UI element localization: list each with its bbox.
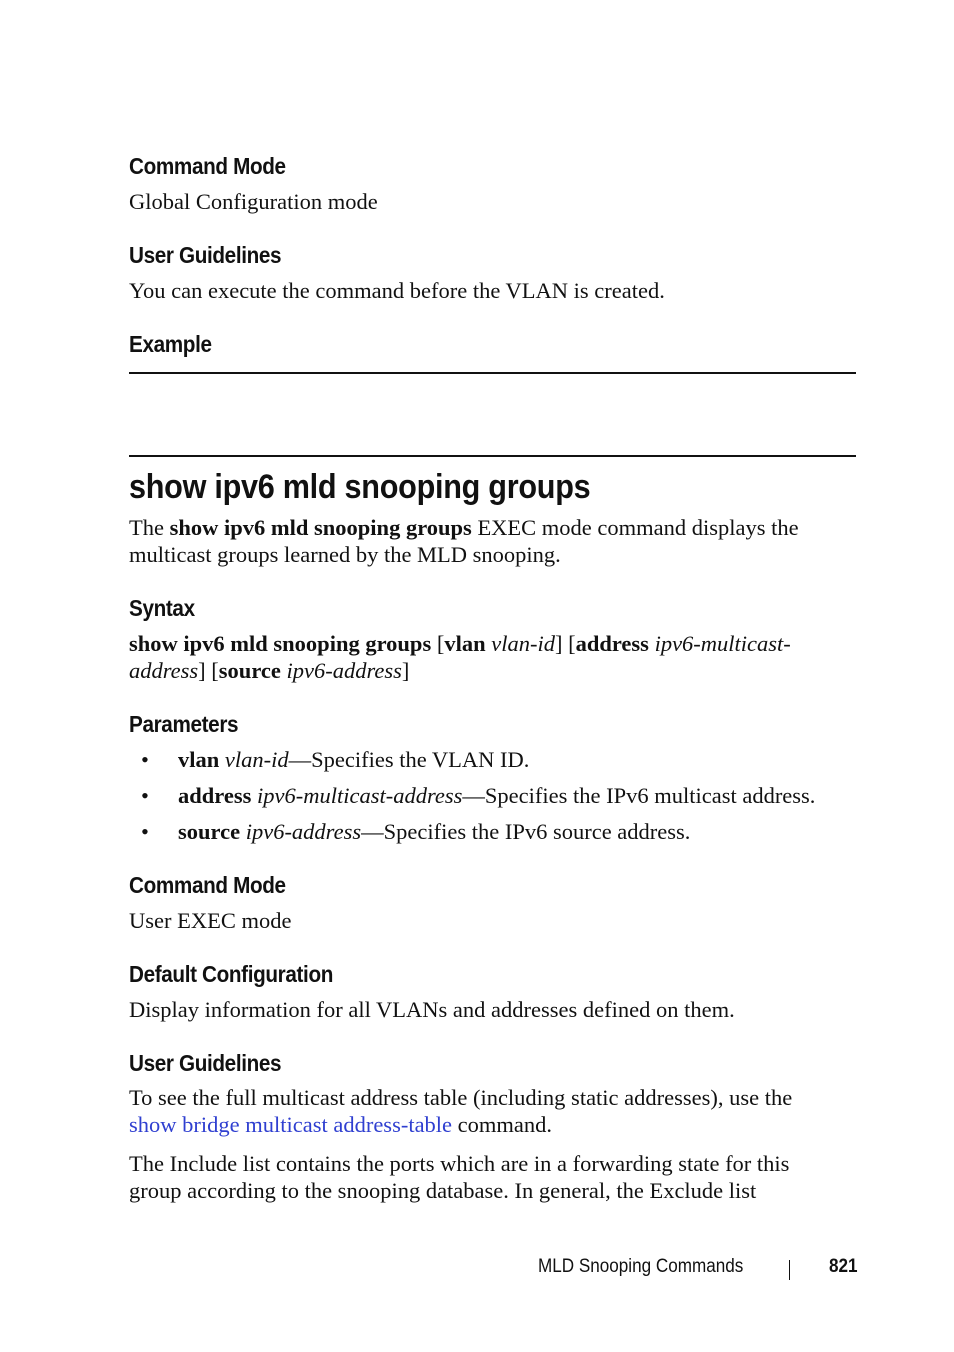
heading-user-guidelines: User Guidelines — [129, 1050, 282, 1076]
example-rule — [129, 372, 856, 374]
param-kw: address — [178, 783, 252, 808]
syntax-arg-vlan: vlan-id — [485, 631, 555, 656]
intro-suffix: EXEC mode command displays the — [471, 515, 799, 540]
heading-command-mode: Command Mode — [129, 872, 286, 898]
user-guidelines-p1-after: command. — [452, 1112, 553, 1137]
syntax-arg-address-cont: address — [129, 658, 199, 683]
heading-user-guidelines: User Guidelines — [129, 242, 282, 268]
syntax-arg-source: ipv6-address — [280, 658, 402, 683]
param-address — [178, 782, 815, 809]
user-guidelines-p2-line2: group according to the snooping database. In general, the Exclude list — [129, 1178, 757, 1203]
heading-parameters: Parameters — [129, 711, 239, 737]
command-mode-text: User EXEC mode — [129, 908, 292, 933]
footer-separator — [789, 1260, 790, 1280]
param-desc: —Specifies the VLAN ID. — [288, 747, 530, 772]
bullet: • — [141, 747, 149, 772]
syntax-bracket: [ — [431, 631, 445, 656]
heading-default-configuration: Default Configuration — [129, 961, 334, 987]
param-kw: vlan — [178, 747, 220, 772]
intro-line-1 — [129, 514, 859, 541]
bullet: • — [141, 819, 149, 844]
param-arg: vlan-id — [219, 747, 289, 772]
user-guidelines-p2-line1: The Include list contains the ports which are in a forwarding state for this — [129, 1151, 790, 1176]
param-arg: ipv6-multicast-address — [251, 783, 463, 808]
syntax-command: show ipv6 mld snooping groups — [129, 631, 432, 656]
param-desc: —Specifies the IPv6 source address. — [361, 819, 691, 844]
syntax-arg-address: ipv6-multicast- — [648, 631, 791, 656]
command-mode-text: Global Configuration mode — [129, 189, 378, 214]
intro-prefix: The — [129, 515, 170, 540]
bullet: • — [141, 783, 149, 808]
syntax-bracket: ] [ — [554, 631, 576, 656]
param-desc: —Specifies the IPv6 multicast address. — [462, 783, 816, 808]
syntax-line-1 — [129, 630, 859, 657]
syntax-kw-source: source — [218, 658, 281, 683]
syntax-line-2 — [129, 657, 859, 684]
user-guidelines-text: You can execute the command before the VLAN is created. — [129, 278, 665, 303]
heading-example: Example — [129, 331, 212, 357]
page-number: 821 — [829, 1256, 858, 1277]
user-guidelines-p1-line2 — [129, 1111, 859, 1138]
heading-syntax: Syntax — [129, 595, 195, 621]
param-source — [178, 818, 690, 845]
intro-command: show ipv6 mld snooping groups — [169, 515, 472, 540]
syntax-kw-address: address — [575, 631, 649, 656]
param-arg: ipv6-address — [240, 819, 362, 844]
syntax-kw-vlan: vlan — [444, 631, 486, 656]
intro-line-2: multicast groups learned by the MLD snooping. — [129, 542, 561, 567]
default-configuration-text: Display information for all VLANs and addresses defined on them. — [129, 997, 735, 1022]
user-guidelines-p1-line1: To see the full multicast address table (including static addresses), use the — [129, 1085, 793, 1110]
page-title: show ipv6 mld snooping groups — [129, 468, 591, 506]
section-rule — [129, 455, 856, 457]
param-kw: source — [178, 819, 241, 844]
syntax-bracket: ] [ — [198, 658, 219, 683]
footer-section-name: MLD Snooping Commands — [538, 1256, 744, 1277]
param-vlan — [178, 746, 529, 773]
heading-command-mode: Command Mode — [129, 153, 286, 179]
syntax-bracket: ] — [401, 658, 410, 683]
show-bridge-multicast-link[interactable]: show bridge multicast address-table — [129, 1112, 453, 1137]
